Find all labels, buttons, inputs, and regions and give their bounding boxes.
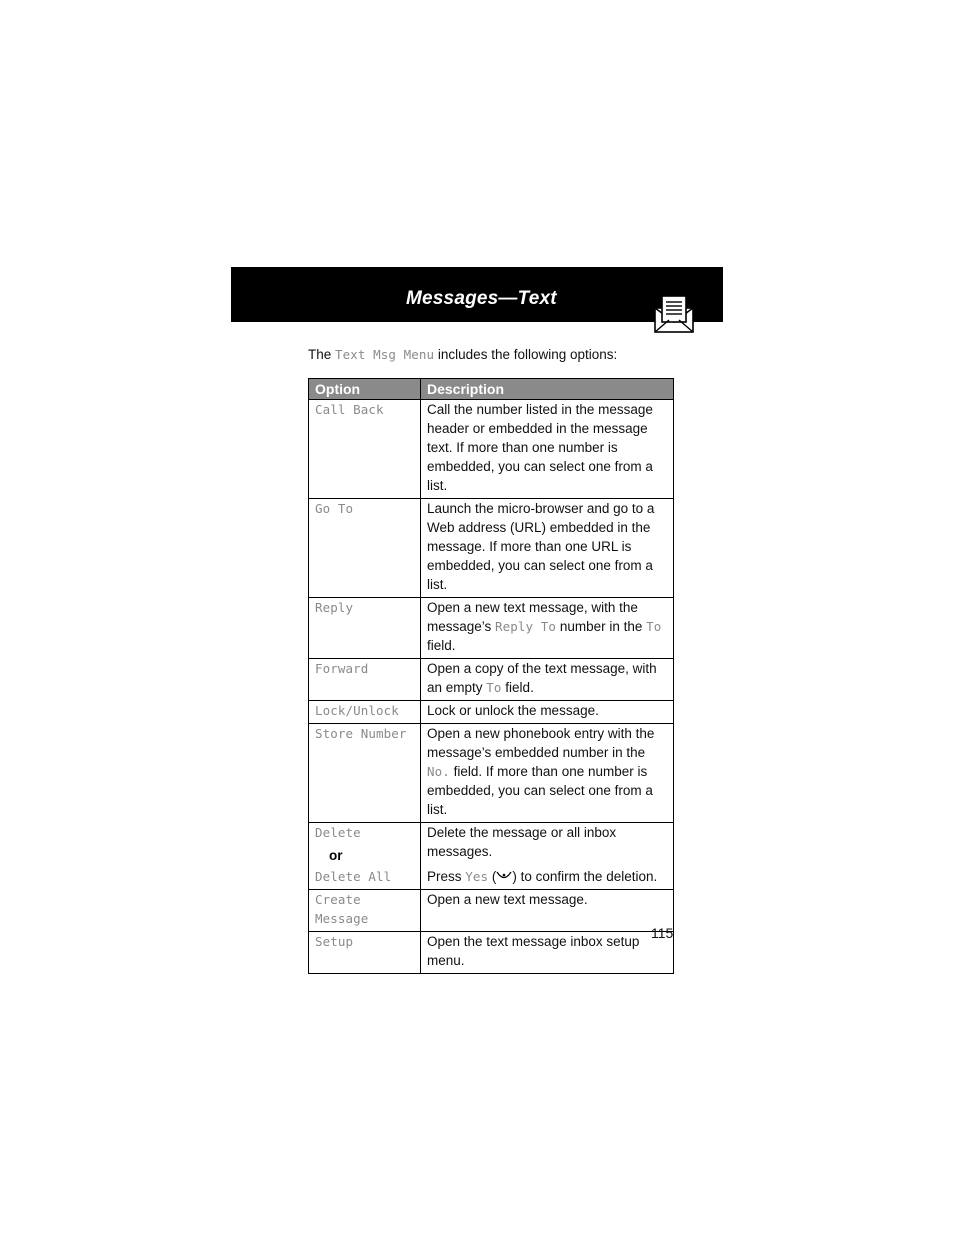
option-label: Reply: [315, 600, 354, 615]
option-label: Call Back: [315, 402, 384, 417]
option-description: Delete the message or all inbox messages. Press Yes ( ) to confirm the deletion.: [421, 823, 674, 890]
table-row: [309, 499, 674, 598]
table-row: [309, 400, 674, 499]
option-label: Go To: [315, 501, 354, 516]
select-key-icon: [496, 870, 512, 882]
option-description: Open a copy of the text message, with an empty To field.: [421, 659, 674, 701]
options-table: [308, 378, 674, 974]
option-column-header: Option: [309, 379, 421, 400]
table-row: [309, 890, 674, 932]
option-description: Lock or unlock the message.: [421, 701, 674, 724]
table-row: [309, 932, 674, 974]
option-description: Call the number listed in the message header or embedded in the message text. If more than one number is embedded, you can select one from a list.: [421, 400, 674, 499]
option-label: Delete: [315, 825, 361, 840]
table-row: [309, 701, 674, 724]
option-description: Launch the micro-browser and go to a Web address (URL) embedded in the message. If more than one URL is embedded, you can select one from a list.: [421, 499, 674, 598]
section-header-bar: [231, 267, 723, 322]
envelope-message-icon: [653, 294, 695, 334]
option-label: Create Message: [315, 892, 369, 926]
intro-text: The Text Msg Menu includes the following options:: [308, 347, 618, 362]
option-description: Open a new text message.: [421, 890, 674, 932]
description-column-header: Description: [421, 379, 674, 400]
table-row: [309, 823, 674, 890]
option-description: Open a new text message, with the message’s Reply To number in the To field.: [421, 598, 674, 659]
option-label-alt: Delete All: [315, 869, 392, 884]
option-label: Lock/Unlock: [315, 703, 399, 718]
option-description: Open the text message inbox setup menu.: [421, 932, 674, 974]
table-row: [309, 659, 674, 701]
option-label: Setup: [315, 934, 354, 949]
table-row: [309, 724, 674, 823]
table-row: [309, 598, 674, 659]
option-label: Store Number: [315, 726, 407, 741]
option-label: Forward: [315, 661, 369, 676]
page-number: 115: [651, 925, 674, 941]
section-title: Messages—Text: [406, 288, 557, 309]
or-separator: or: [329, 848, 343, 863]
table-header-row: [309, 379, 674, 400]
menu-name: Text Msg Menu: [335, 347, 435, 362]
option-description: Open a new phonebook entry with the message’s embedded number in the No. field. If more than one number is embedded, you can select one from a list.: [421, 724, 674, 823]
